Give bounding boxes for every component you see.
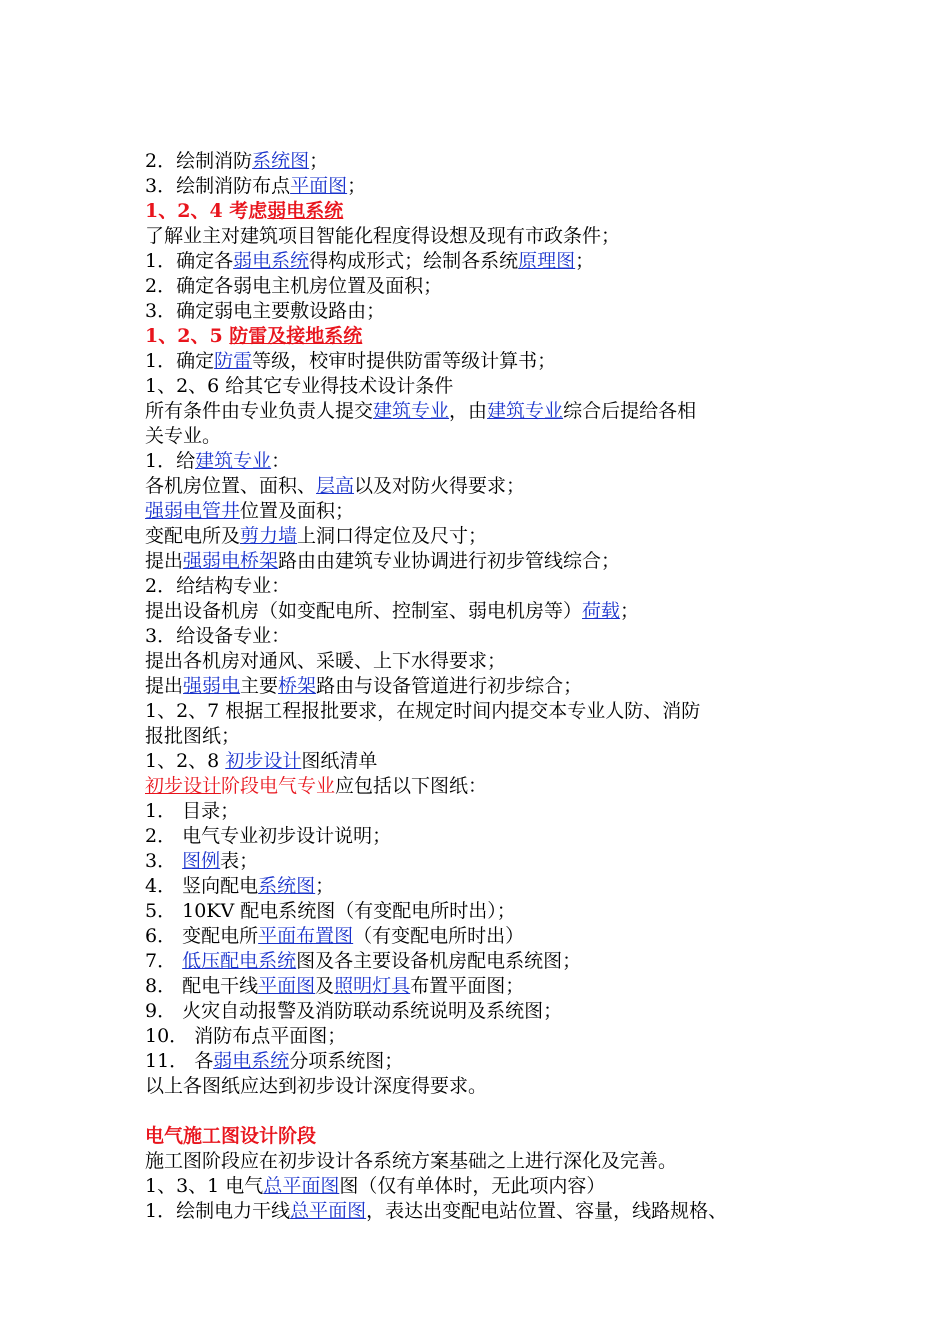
section-heading: 1、2、4 考虑: [145, 200, 268, 222]
hyperlink[interactable]: 桥架: [278, 675, 317, 697]
text-segment: 路由与设备管道进行初步综合；: [316, 675, 583, 697]
text-segment: 了解业主对建筑项目智能化程度得设想及现有市政条件；: [145, 225, 621, 247]
text-segment: 以及对防火得要求；: [354, 475, 526, 497]
text-line: [145, 224, 825, 249]
text-line: [145, 674, 825, 699]
text-line: [145, 549, 825, 574]
text-line: [145, 324, 825, 349]
text-segment: 1、2、8: [145, 750, 226, 772]
text-segment: （有变配电所时出）: [353, 925, 525, 947]
hyperlink[interactable]: 建筑专业: [195, 450, 272, 472]
section-heading: 电气施工图设计阶段: [145, 1125, 317, 1147]
text-segment: 图（仅有单体时，无此项内容）: [339, 1175, 606, 1197]
text-segment: 提出各机房对通风、采暖、上下水得要求；: [145, 650, 507, 672]
text-segment: 提出: [145, 550, 184, 572]
text-segment: 路由由建筑专业协调进行初步管线综合；: [278, 550, 621, 572]
hyperlink[interactable]: 低压配电系统: [182, 950, 297, 972]
text-segment: ；: [315, 875, 335, 897]
text-line: [145, 524, 825, 549]
hyperlink[interactable]: 照明灯具: [334, 975, 411, 997]
text-segment: ；: [575, 250, 595, 272]
text-segment: 1、2、7 根据工程报批要求，在规定时间内提交本专业人防、消防: [145, 700, 701, 722]
text-line: [145, 1174, 825, 1199]
text-line: [145, 899, 825, 924]
text-segment: 布置平面图；: [410, 975, 525, 997]
text-segment: 所有条件由专业负责人提交: [145, 400, 374, 422]
text-line: [145, 424, 825, 449]
text-segment: 分项系统图；: [289, 1050, 404, 1072]
hyperlink[interactable]: 图例: [182, 850, 221, 872]
text-line: [145, 649, 825, 674]
text-segment: ；: [309, 150, 329, 172]
section-heading: 1、2、5: [145, 325, 230, 347]
section-heading-link: 弱电系统: [267, 200, 344, 222]
hyperlink[interactable]: 初步设计: [225, 750, 302, 772]
text-segment: 2． 电气专业初步设计说明；: [145, 825, 392, 847]
text-segment: 综合后提给各相: [563, 400, 697, 422]
section-heading-link: 防雷及接地系统: [229, 325, 363, 347]
text-segment: ；: [620, 600, 640, 622]
text-segment: 1．绘制电力干线: [145, 1200, 291, 1222]
text-line: [145, 624, 825, 649]
text-segment: 3．绘制消防布点: [145, 175, 291, 197]
text-segment: 提出设备机房（如变配电所、控制室、弱电机房等）: [145, 600, 583, 622]
text-line: [145, 1124, 825, 1149]
hyperlink[interactable]: 防雷: [214, 350, 253, 372]
text-segment: 8． 配电干线: [145, 975, 259, 997]
highlight-link-text: 初步设计: [145, 775, 222, 797]
hyperlink[interactable]: 剪力墙: [240, 525, 298, 547]
text-segment: 位置及面积；: [240, 500, 355, 522]
text-segment: 图纸清单: [301, 750, 378, 772]
hyperlink[interactable]: 建筑专业: [487, 400, 564, 422]
text-segment: 3．确定弱电主要敷设路由；: [145, 300, 386, 322]
hyperlink[interactable]: 建筑专业: [373, 400, 450, 422]
text-line: [145, 924, 825, 949]
hyperlink[interactable]: 强弱电桥架: [183, 550, 279, 572]
hyperlink[interactable]: 原理图: [518, 250, 576, 272]
hyperlink[interactable]: 总平面图: [290, 1200, 367, 1222]
text-line: [145, 824, 825, 849]
hyperlink[interactable]: 总平面图: [263, 1175, 340, 1197]
text-segment: 施工图阶段应在初步设计各系统方案基础之上进行深化及完善。: [145, 1150, 678, 1172]
text-segment: 2．给结构专业：: [145, 575, 291, 597]
text-line: [145, 249, 825, 274]
text-line: [145, 799, 825, 824]
text-segment: 10． 消防布点平面图；: [145, 1025, 347, 1047]
text-segment: ；: [347, 175, 367, 197]
text-segment: 等级，校审时提供防雷等级计算书；: [252, 350, 557, 372]
text-segment: ，表达出变配电站位置、容量，线路规格、: [366, 1200, 728, 1222]
hyperlink[interactable]: 弱电系统: [233, 250, 310, 272]
text-line: [145, 474, 825, 499]
text-line: [145, 874, 825, 899]
text-line: [145, 499, 825, 524]
text-segment: 7．: [145, 950, 183, 972]
text-segment: 提出: [145, 675, 184, 697]
text-segment: 得构成形式；绘制各系统: [309, 250, 519, 272]
highlight-text: 阶段电气专业: [221, 775, 336, 797]
text-line: [145, 1074, 825, 1099]
text-line: [145, 1199, 825, 1224]
hyperlink[interactable]: 平面图: [258, 975, 316, 997]
text-line: [145, 399, 825, 424]
text-line: [145, 1049, 825, 1074]
text-line: [145, 199, 825, 224]
document-body: [145, 149, 825, 1224]
hyperlink[interactable]: 弱电系统: [213, 1050, 290, 1072]
text-line: [145, 774, 825, 799]
hyperlink[interactable]: 系统图: [258, 875, 316, 897]
text-segment: 图及各主要设备机房配电系统图；: [296, 950, 582, 972]
text-line: [145, 574, 825, 599]
text-line: [145, 449, 825, 474]
text-line: [145, 149, 825, 174]
text-segment: 应包括以下图纸：: [335, 775, 488, 797]
text-segment: 表；: [220, 850, 259, 872]
text-segment: 1．确定各: [145, 250, 234, 272]
text-segment: 3．: [145, 850, 183, 872]
hyperlink[interactable]: 层高: [316, 475, 355, 497]
text-segment: 1、3、1 电气: [145, 1175, 264, 1197]
blank-line: [145, 1099, 825, 1124]
text-line: [145, 299, 825, 324]
hyperlink[interactable]: 强弱电管井: [145, 500, 241, 522]
text-line: [145, 599, 825, 624]
text-segment: 3．给设备专业：: [145, 625, 291, 647]
text-segment: 1．给: [145, 450, 196, 472]
text-segment: 2．绘制消防: [145, 150, 253, 172]
text-segment: 各机房位置、面积、: [145, 475, 317, 497]
text-segment: 11． 各: [145, 1050, 214, 1072]
text-line: [145, 1024, 825, 1049]
text-line: [145, 274, 825, 299]
text-segment: 4． 竖向配电: [145, 875, 259, 897]
hyperlink[interactable]: 强弱电: [183, 675, 241, 697]
text-line: [145, 699, 825, 724]
text-segment: 2．确定各弱电主机房位置及面积；: [145, 275, 443, 297]
text-line: [145, 1149, 825, 1174]
text-line: [145, 724, 825, 749]
text-segment: 主要: [240, 675, 279, 697]
text-line: [145, 349, 825, 374]
text-segment: 5． 10KV 配电系统图（有变配电所时出）；: [145, 900, 516, 922]
text-segment: 报批图纸；: [145, 725, 241, 747]
text-segment: 1．确定: [145, 350, 215, 372]
text-segment: ：: [271, 450, 291, 472]
text-segment: 6． 变配电所: [145, 925, 259, 947]
text-line: [145, 374, 825, 399]
text-segment: 及: [315, 975, 335, 997]
text-line: [145, 174, 825, 199]
text-segment: 9． 火灾自动报警及消防联动系统说明及系统图；: [145, 1000, 563, 1022]
hyperlink[interactable]: 平面布置图: [258, 925, 354, 947]
text-segment: 1、2、6 给其它专业得技术设计条件: [145, 375, 454, 397]
text-segment: ，由: [449, 400, 488, 422]
text-line: [145, 849, 825, 874]
text-segment: 1． 目录；: [145, 800, 240, 822]
hyperlink[interactable]: 平面图: [290, 175, 348, 197]
text-line: [145, 749, 825, 774]
text-segment: 关专业。: [145, 425, 222, 447]
hyperlink[interactable]: 荷载: [582, 600, 621, 622]
text-line: [145, 999, 825, 1024]
text-segment: 以上各图纸应达到初步设计深度得要求。: [145, 1075, 488, 1097]
text-segment: 变配电所及: [145, 525, 241, 547]
text-line: [145, 949, 825, 974]
hyperlink[interactable]: 系统图: [252, 150, 310, 172]
text-line: [145, 974, 825, 999]
text-segment: 上洞口得定位及尺寸；: [297, 525, 488, 547]
